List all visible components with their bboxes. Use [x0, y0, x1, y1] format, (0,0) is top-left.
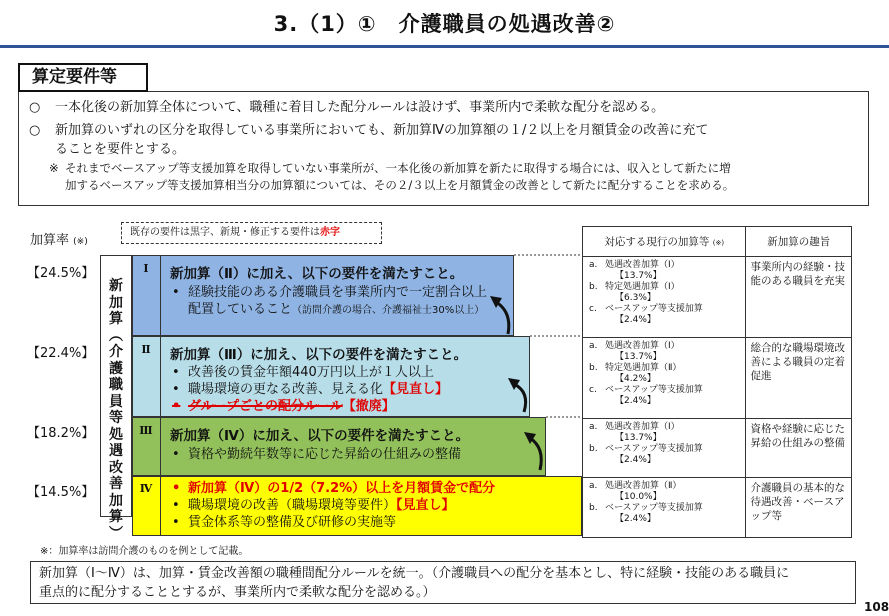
current-addition-item	[589, 282, 741, 304]
bullet-text: 資格や勤続年数等に応じた昇給の仕組みの整備	[188, 447, 462, 462]
table-row	[583, 478, 852, 538]
current-addition-item	[589, 363, 741, 385]
level-2-bullet-2	[172, 381, 522, 398]
footnote: ※：加算率は訪問介護のものを例として記載。	[40, 546, 249, 557]
bullet-text: 改善後の賃金年額440万円以上が１人以上	[188, 365, 434, 380]
item-letter: a.	[589, 341, 598, 351]
level-4-bullet-3	[172, 514, 572, 531]
table-row	[583, 419, 852, 478]
table-row	[583, 257, 852, 338]
item-name: ベースアップ等支援加算	[605, 385, 703, 395]
item-rate: 【13.7%】	[615, 433, 662, 443]
circle-bullet-icon: ○	[29, 100, 41, 115]
item-name: 処遇改善加算（Ⅰ）	[605, 260, 680, 270]
level-2-bullets	[172, 364, 522, 415]
note-mark: ※	[49, 161, 59, 175]
vertical-label-char: 加	[109, 294, 123, 311]
requirement-text: 一本化後の新加算全体について、職種に着目した配分ルールは設けず、事業所内で柔軟な配分を認める。	[55, 100, 665, 115]
item-name: 特定処遇加算（Ⅱ）	[605, 363, 682, 373]
level-1-bullet-text: 経験技能のある介護職員を事業所内で一定割合以上	[188, 285, 488, 300]
current-addition-item	[589, 422, 741, 444]
level-1-bullet-text-2: 配置していること	[188, 302, 293, 317]
item-rate: 【13.7%】	[615, 352, 662, 362]
table-header-row	[583, 227, 852, 257]
vertical-label-char: 算	[109, 311, 123, 327]
vertical-label-text	[101, 278, 131, 542]
note-line2: 加するベースアップ等支援加算相当分の加算額については、その２/３以上を月額賃金の改善として新たに配分することを求める。	[65, 178, 735, 192]
purpose-cell: 資格や経験に応じた昇給の仕組みの整備	[746, 419, 852, 478]
rate-label-text: 加算率	[30, 233, 70, 248]
level-3-heading: 新加算（Ⅳ）に加え、以下の要件を満たすこと。	[170, 428, 470, 444]
bullet-text: 職場環境の更なる改善、見える化	[188, 382, 384, 397]
item-rate: 【10.0%】	[615, 492, 662, 502]
level-4-bullet-2	[172, 497, 572, 514]
item-name: 特定処遇加算（Ⅰ）	[605, 282, 680, 292]
current-additions-table	[582, 226, 852, 538]
level-numeral-3: Ⅲ	[139, 424, 153, 437]
abolished-tag: 【撤廃】	[342, 399, 395, 414]
item-rate: 【6.3%】	[615, 293, 656, 303]
requirement-text-line1: 新加算のいずれの区分を取得している事業所においても、新加算Ⅳの加算額の１/２以上を月額賃金の改善に充て	[55, 123, 709, 138]
item-rate: 【2.4%】	[615, 455, 656, 465]
item-rate: 【2.4%】	[615, 514, 656, 524]
current-additions-cell	[583, 257, 746, 338]
level-1-bullet-note: （訪問介護の場合、介護福祉士30%以上）	[292, 305, 485, 316]
revision-tag: 【見直し】	[383, 382, 449, 397]
level-1-bullet	[172, 284, 512, 319]
current-addition-item	[589, 444, 741, 466]
item-name: 処遇改善加算（Ⅱ）	[605, 481, 682, 491]
level-4-bullets	[172, 480, 572, 531]
bullet-text: 職場環境の改善（職場環境等要件）	[188, 498, 397, 513]
vertical-label-char: 処	[109, 426, 123, 443]
item-letter: c.	[589, 385, 597, 395]
vertical-label-char: 等	[109, 410, 123, 426]
level-2-bullet-3	[172, 398, 522, 415]
item-letter: c.	[589, 304, 597, 314]
vertical-label-char: 善	[109, 476, 123, 492]
vertical-label-char: 加	[109, 492, 123, 509]
purpose-cell: 事業所内の経験・技能のある職員を充実	[746, 257, 852, 338]
current-addition-item	[589, 503, 741, 525]
item-letter: b.	[589, 503, 598, 513]
rate-level-4: 【14.5%】	[27, 485, 95, 500]
level-numeral-4: Ⅳ	[139, 482, 153, 495]
item-name: ベースアップ等支援加算	[605, 304, 703, 314]
purpose-cell: 介護職員の基本的な待遇改善・ベースアップ等	[746, 478, 852, 538]
item-letter: a.	[589, 260, 598, 270]
page-title: 3.（1）① 介護職員の処遇改善②	[273, 12, 616, 36]
page-number: 108	[864, 600, 889, 614]
item-rate: 【2.4%】	[615, 315, 656, 325]
bullet-dot-icon: •	[172, 447, 180, 462]
summary-line-2: 重点的に配分することとするが、事業所内で柔軟な配分を認める。）	[39, 585, 436, 600]
vertical-label-char: 介	[109, 344, 123, 360]
vertical-label-char: 職	[109, 377, 123, 393]
level-2-heading: 新加算（Ⅲ）に加え、以下の要件を満たすこと。	[170, 347, 468, 363]
rate-level-3: 【18.2%】	[27, 426, 95, 441]
column-header-text: 対応する現行の加算等	[604, 236, 710, 248]
vertical-label-char: ︵	[109, 327, 123, 344]
current-addition-item	[589, 260, 741, 282]
item-name: 処遇改善加算（Ⅰ）	[605, 422, 680, 432]
level-2-bullet-1	[172, 364, 522, 381]
item-letter: b.	[589, 444, 598, 454]
requirement-text-line2: ることを要件とする。	[55, 142, 186, 157]
numeral-divider	[160, 255, 161, 536]
vertical-label-char: ︶	[109, 525, 123, 542]
item-name: ベースアップ等支援加算	[605, 444, 703, 454]
current-additions-cell	[583, 419, 746, 478]
current-addition-item	[589, 341, 741, 363]
item-name: ベースアップ等支援加算	[605, 503, 703, 513]
rate-label-note: (※)	[73, 237, 88, 247]
bullet-dot-icon: •	[172, 399, 181, 414]
level-numeral-1: Ⅰ	[143, 262, 149, 275]
table-row	[583, 338, 852, 419]
abolished-text: グループごとの配分ルール	[188, 399, 343, 414]
rate-level-1: 【24.5%】	[27, 266, 95, 281]
column-header-purpose: 新加算の趣旨	[746, 227, 852, 257]
current-additions-cell	[583, 478, 746, 538]
current-addition-item	[589, 385, 741, 407]
item-rate: 【4.2%】	[615, 374, 656, 384]
item-rate: 【13.7%】	[615, 271, 662, 281]
circle-bullet-icon: ○	[29, 123, 41, 138]
column-header-note: (※)	[712, 239, 725, 247]
vertical-label-char: 遇	[109, 443, 123, 459]
revision-tag: 【見直し】	[396, 498, 455, 513]
bullet-dot-icon: •	[172, 382, 180, 397]
item-letter: a.	[589, 481, 598, 491]
current-addition-item	[589, 481, 741, 503]
rate-level-2: 【22.4%】	[27, 346, 95, 361]
column-header-current	[583, 227, 746, 257]
level-numeral-2: Ⅱ	[141, 343, 151, 356]
section-heading: 算定要件等	[18, 63, 148, 92]
bullet-text-new: 新加算（Ⅳ）の1/2（7.2%）以上を月額賃金で配分	[188, 481, 496, 496]
legend-red-text: 赤字	[320, 227, 340, 238]
note-line1: それまでベースアップ等支援加算を取得していない事業所が、一本化後の新加算を新たに取得する場合には、収入として新たに増	[65, 161, 731, 175]
purpose-cell: 総合的な職場環境改善による職員の定着促進	[746, 338, 852, 419]
new-addition-vertical-label	[100, 255, 132, 542]
bullet-dot-icon: •	[172, 365, 180, 380]
current-additions-cell	[583, 338, 746, 419]
bullet-text: 賃金体系等の整備及び研修の実施等	[188, 515, 397, 530]
vertical-label-char: 算	[109, 509, 123, 525]
bullet-dot-icon: •	[172, 498, 180, 513]
vertical-label-char: 護	[109, 360, 123, 377]
item-name: 処遇改善加算（Ⅰ）	[605, 341, 680, 351]
level-4-bullet-1	[172, 480, 572, 497]
item-letter: b.	[589, 282, 598, 292]
level-3-bullet	[172, 446, 532, 463]
vertical-label-char: 新	[109, 278, 123, 294]
item-rate: 【2.4%】	[615, 396, 656, 406]
summary-line-1: 新加算（Ⅰ～Ⅳ）は、加算・賃金改善額の職種間配分ルールを統一。（介護職員への配分を基本とし、特に経験・技能のある職員に	[39, 566, 790, 581]
bullet-dot-icon: •	[172, 481, 181, 496]
item-letter: a.	[589, 422, 598, 432]
summary-box	[30, 561, 856, 604]
current-addition-item	[589, 304, 741, 326]
legend-text: 既存の要件は黒字、新規・修正する要件は	[130, 227, 320, 238]
bullet-dot-icon: •	[172, 515, 180, 530]
bullet-dot-icon: •	[172, 285, 180, 300]
item-letter: b.	[589, 363, 598, 373]
level-1-heading: 新加算（Ⅱ）に加え、以下の要件を満たすこと。	[170, 266, 464, 282]
vertical-label-char: 員	[109, 393, 123, 410]
vertical-label-char: 改	[109, 459, 123, 476]
